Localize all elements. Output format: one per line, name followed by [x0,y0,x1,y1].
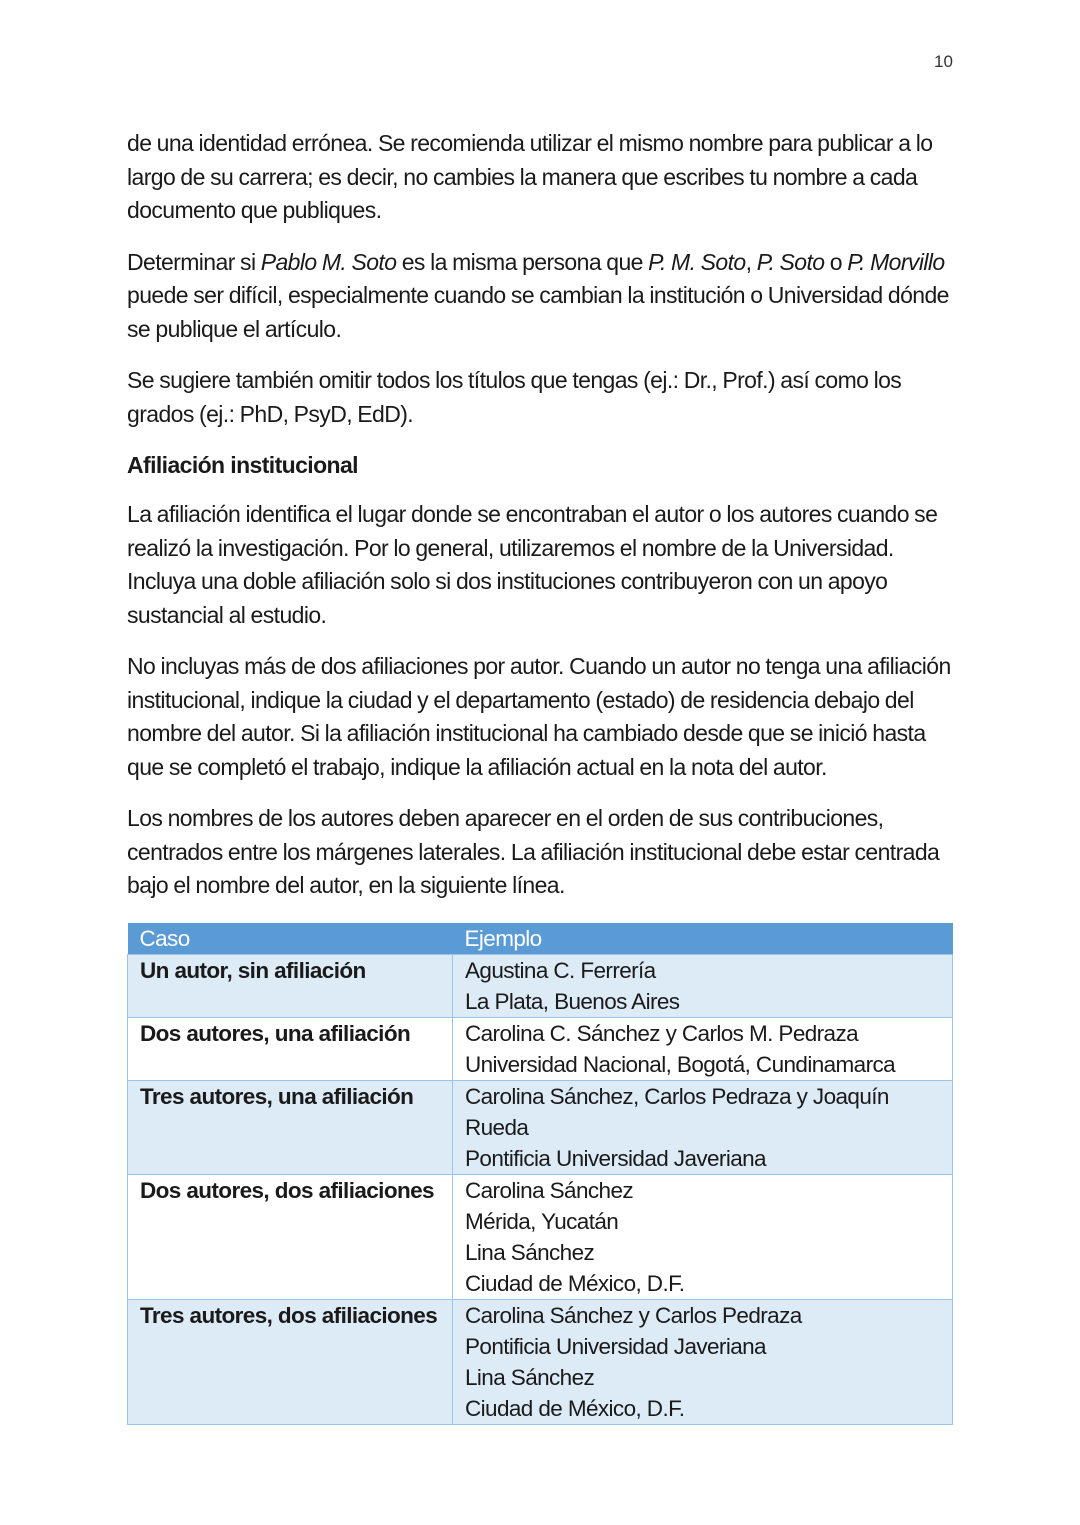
example-line: Carolina Sánchez y Carlos Pedraza [465,1302,802,1328]
example-line: Universidad Nacional, Bogotá, Cundinamarca [465,1051,896,1077]
example-cell [453,1080,953,1174]
example-line: Pontificia Universidad Javeriana [465,1333,766,1359]
table-row [128,954,953,1017]
section-heading: Afiliación institucional [127,452,358,478]
example-line: Lina Sánchez [465,1239,595,1265]
text-segment: Determinar si [127,248,261,275]
paragraph-affiliation-definition: La afiliación identifica el lugar donde se encontraban el autor o los autores cuando se realizó la investigación. Por lo general, utilizaremos el nombre de la Universidad. Incluya una doble afiliación solo si dos instituciones contribuyeron con un apoyo sustancial al estudio. [127,501,938,628]
text-segment: o [824,248,848,275]
table-row [128,1017,953,1080]
paragraph-name-consistency: de una identidad errónea. Se recomienda utilizar el mismo nombre para publicar a lo largo de su carrera; es decir, no cambies la manera que escribes tu nombre a cada documento que publiques. [127,130,933,223]
case-cell: Dos autores, una afiliación [128,1017,453,1080]
text-segment: , [745,248,757,275]
example-line: La Plata, Buenos Aires [465,988,680,1014]
page-number: 10 [934,52,953,71]
text-segment: puede ser difícil, especialmente cuando se cambian la institución o Universidad dónde se publique el artículo. [127,282,949,342]
example-line: Carolina Sánchez [465,1177,634,1203]
paragraph-affiliation-rules: No incluyas más de dos afiliaciones por autor. Cuando un autor no tenga una afiliación institucional, indique la ciudad y el departamento (estado) de residencia debajo del nombre del autor. Si la afiliación institucional ha cambiado desde que se inició hasta que se completó el trabajo, indique la afiliación actual en la nota del autor. [127,653,951,780]
example-line: Lina Sánchez [465,1364,595,1390]
header-ejemplo: Ejemplo [453,923,953,955]
example-name: P. Soto [756,248,825,275]
example-cell [453,1017,953,1080]
case-cell: Dos autores, dos afiliaciones [128,1174,453,1299]
header-caso: Caso [128,923,453,955]
example-name: Pablo M. Soto [260,248,397,275]
paragraph-omit-titles: Se sugiere también omitir todos los títulos que tengas (ej.: Dr., Prof.) así como los grados (ej.: PhD, PsyD, EdD). [127,367,902,427]
example-cell [453,1174,953,1299]
table-row [128,1080,953,1174]
example-line: Agustina C. Ferrería [465,957,656,983]
table-header-row [128,923,953,955]
paragraph-author-order: Los nombres de los autores deben aparecer en el orden de sus contribuciones, centrados entre los márgenes laterales. La afiliación institucional debe estar centrada bajo el nombre del autor, en la siguiente línea. [127,805,940,898]
example-line: Mérida, Yucatán [465,1208,619,1234]
table-row [128,1174,953,1299]
case-cell: Tres autores, una afiliación [128,1080,453,1174]
table-row [128,1299,953,1424]
example-line: Ciudad de México, D.F. [465,1395,685,1421]
case-cell: Un autor, sin afiliación [128,954,453,1017]
case-cell: Tres autores, dos afiliaciones [128,1299,453,1424]
example-line: Carolina C. Sánchez y Carlos M. Pedraza [465,1020,859,1046]
example-cell [453,1299,953,1424]
document-body [127,127,953,1425]
text-segment: es la misma persona que [396,248,649,275]
example-name: P. Morvillo [847,248,945,275]
example-name: P. M. Soto [648,248,746,275]
example-cell [453,954,953,1017]
example-line: Pontificia Universidad Javeriana [465,1145,766,1171]
paragraph-name-variants [127,246,953,347]
example-line: Ciudad de México, D.F. [465,1270,685,1296]
example-line: Carolina Sánchez, Carlos Pedraza y Joaquín Rueda [465,1083,889,1140]
affiliation-examples-table [127,923,953,1425]
